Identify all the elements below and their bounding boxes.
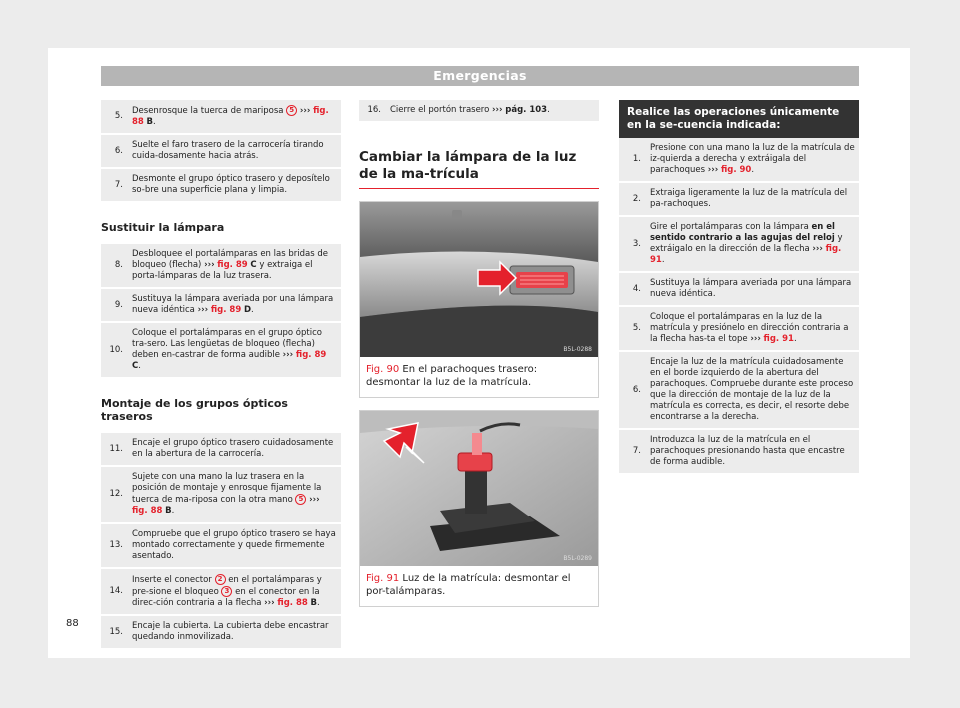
step-row bbox=[619, 351, 859, 429]
bumper-illustration bbox=[360, 202, 598, 357]
step-row bbox=[101, 100, 341, 134]
step-text: Desenrosque la tuerca de mariposa 5 ››› fig. 88 B. bbox=[128, 100, 341, 134]
step-row bbox=[101, 433, 341, 466]
step-text: Sustituya la lámpara averiada por una lámpara nueva idéntica ››› fig. 89 D. bbox=[128, 288, 341, 322]
step-text: Desbloquee el portalámparas en las bridas de bloqueo (flecha) ››› fig. 89 C y extraiga el porta-lámparas de la luz trasera. bbox=[128, 244, 341, 288]
step-row bbox=[619, 306, 859, 351]
steps-table-mid bbox=[101, 244, 341, 379]
step-row bbox=[101, 288, 341, 322]
page-number: 88 bbox=[66, 618, 79, 629]
step-number: 2. bbox=[619, 182, 646, 216]
step-number: 16. bbox=[359, 100, 386, 122]
figure-caption-text: Luz de la matrícula: desmontar el por-talámparas. bbox=[366, 573, 571, 597]
step-number: 9. bbox=[101, 288, 128, 322]
step-row bbox=[619, 216, 859, 272]
step-row bbox=[619, 138, 859, 182]
figure-90-image bbox=[360, 202, 598, 357]
step-row bbox=[359, 100, 599, 122]
step-text: Encaje la cubierta. La cubierta debe encastrar quedando inmovilizada. bbox=[128, 615, 341, 649]
figure-91-caption bbox=[360, 566, 598, 606]
steps-table-col3 bbox=[619, 138, 859, 475]
column-middle bbox=[359, 100, 599, 607]
figure-91 bbox=[359, 410, 599, 607]
steps-table-bottom bbox=[101, 433, 341, 650]
step-number: 13. bbox=[101, 523, 128, 568]
chapter-header: Emergencias bbox=[101, 66, 859, 86]
step-text: Inserte el conector 2 en el portalámparas y pre-sione el bloqueo 3 en el conector en la direc-ción contraria a la flecha ››› fig. 88 B. bbox=[128, 568, 341, 615]
step-row bbox=[101, 244, 341, 288]
lampholder-illustration bbox=[360, 411, 598, 566]
step-row bbox=[101, 322, 341, 378]
step-text: Sustituya la lámpara averiada por una lámpara nueva idéntica. bbox=[646, 272, 859, 306]
step-row bbox=[101, 168, 341, 202]
figure-code: B5L-0288 bbox=[563, 346, 592, 353]
step-number: 1. bbox=[619, 138, 646, 182]
figure-90 bbox=[359, 201, 599, 398]
step-number: 5. bbox=[619, 306, 646, 351]
step-text: Extraiga ligeramente la luz de la matrícula del pa-rachoques. bbox=[646, 182, 859, 216]
step-row bbox=[101, 134, 341, 168]
section-heading-replace-lamp: Sustituir la lámpara bbox=[101, 221, 225, 234]
figure-code: B5L-0289 bbox=[563, 555, 592, 562]
step-row bbox=[101, 615, 341, 649]
figure-90-caption bbox=[360, 357, 598, 397]
step-number: 6. bbox=[619, 351, 646, 429]
step-text: Coloque el portalámparas en el grupo óptico tra-sero. Las lengüetas de bloqueo (flecha) deben en-castrar de forma audible ››› fig. 89 C. bbox=[128, 322, 341, 378]
section-heading-assembly: Montaje de los grupos ópticos traseros bbox=[101, 397, 288, 423]
steps-table-top bbox=[101, 100, 341, 203]
step-text: Presione con una mano la luz de la matrícula de iz-quierda a derecha y extráigala del parachoques ››› fig. 90. bbox=[646, 138, 859, 182]
step-number: 15. bbox=[101, 615, 128, 649]
step-text: Suelte el faro trasero de la carrocería tirando cuida-dosamente hacia atrás. bbox=[128, 134, 341, 168]
manual-page bbox=[48, 48, 910, 658]
step-number: 5. bbox=[101, 100, 128, 134]
step-number: 3. bbox=[619, 216, 646, 272]
step-text: Compruebe que el grupo óptico trasero se haya montado correctamente y quede firmemente asentado. bbox=[128, 523, 341, 568]
step-row bbox=[101, 466, 341, 523]
step-text: Cierre el portón trasero ››› pág. 103. bbox=[386, 100, 599, 122]
step-text: Encaje la luz de la matrícula cuidadosamente en el borde izquierdo de la abertura del parachoques. Compruebe durante este proceso que la dirección de montaje de la luz de la matrícula es correcta, es decir, el resorte debe encontrarse a la derecha. bbox=[646, 351, 859, 429]
step-text: Introduzca la luz de la matrícula en el parachoques presionando hasta que encastre de forma audible. bbox=[646, 429, 859, 474]
figure-91-image bbox=[360, 411, 598, 566]
step-text: Sujete con una mano la luz trasera en la posición de montaje y enrosque fijamente la tuerca de ma-riposa con la otra mano 5 ››› fig. 88 B. bbox=[128, 466, 341, 523]
step-number: 10. bbox=[101, 322, 128, 378]
sequence-note-header: Realice las operaciones únicamente en la se-cuencia indicada: bbox=[619, 100, 859, 138]
step-number: 4. bbox=[619, 272, 646, 306]
step-text: Coloque el portalámparas en la luz de la matrícula y presiónelo en dirección contraria a la flecha has-ta el tope ››› fig. 91. bbox=[646, 306, 859, 351]
step-row bbox=[101, 568, 341, 615]
step-row bbox=[101, 523, 341, 568]
figure-caption-text: En el parachoques trasero: desmontar la luz de la matrícula. bbox=[366, 364, 538, 388]
step-number: 12. bbox=[101, 466, 128, 523]
step-row bbox=[619, 182, 859, 216]
step-text: Encaje el grupo óptico trasero cuidadosamente en la abertura de la carrocería. bbox=[128, 433, 341, 466]
section-heading-plate-light: Cambiar la lámpara de la luz de la ma-trícula bbox=[359, 149, 599, 189]
step-number: 6. bbox=[101, 134, 128, 168]
step-number: 8. bbox=[101, 244, 128, 288]
steps-table-col2 bbox=[359, 100, 599, 123]
step-text: Desmonte el grupo óptico trasero y deposítelo so-bre una superficie plana y limpia. bbox=[128, 168, 341, 202]
step-number: 11. bbox=[101, 433, 128, 466]
step-number: 14. bbox=[101, 568, 128, 615]
column-left bbox=[101, 100, 341, 650]
step-number: 7. bbox=[101, 168, 128, 202]
step-row bbox=[619, 272, 859, 306]
figure-label: Fig. 90 bbox=[366, 364, 400, 375]
step-text: Gire el portalámparas con la lámpara en el sentido contrario a las agujas del reloj y extráigalo en la dirección de la flecha ››› fig. 91. bbox=[646, 216, 859, 272]
figure-label: Fig. 91 bbox=[366, 573, 400, 584]
step-row bbox=[619, 429, 859, 474]
column-right bbox=[619, 100, 859, 475]
step-number: 7. bbox=[619, 429, 646, 474]
